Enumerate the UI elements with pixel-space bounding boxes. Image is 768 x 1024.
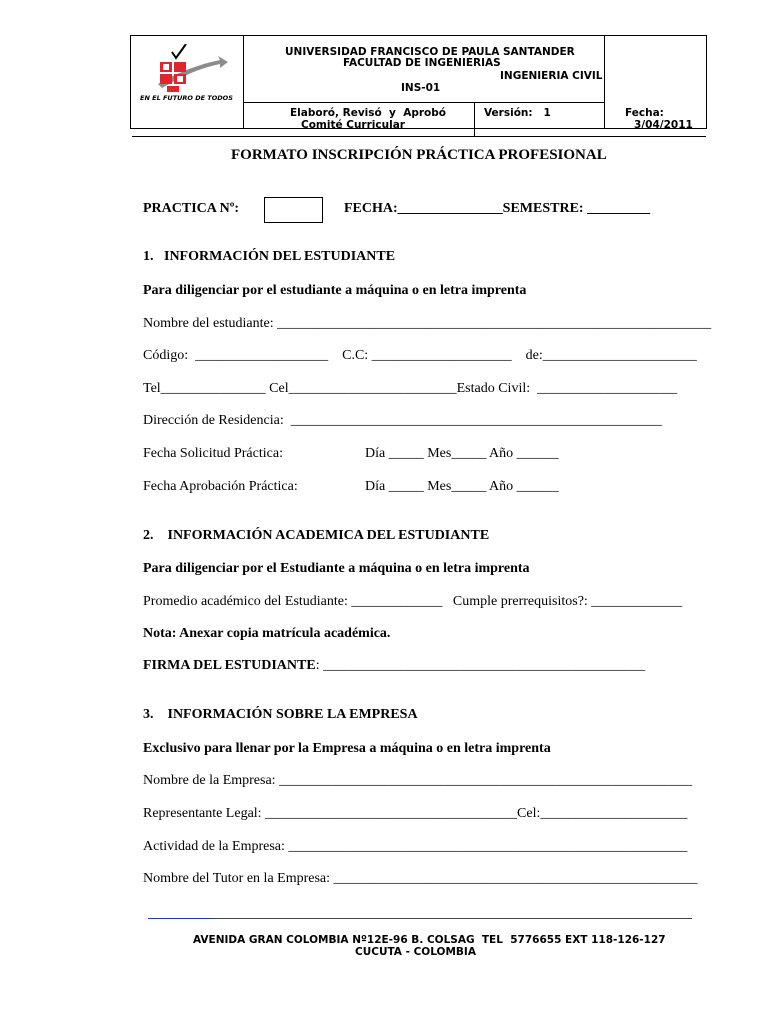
approval-date-label: Fecha Aprobación Práctica:	[143, 479, 298, 494]
section1-instruction: Para diligenciar por el estudiante a máquina o en letra imprenta	[143, 283, 527, 298]
student-phone-field[interactable]: Tel_______________ Cel________________________Estado Civil: ____________________	[143, 381, 678, 396]
section2-heading: 2. INFORMACIÓN ACADEMICA DEL ESTUDIANTE	[143, 528, 490, 543]
university-name: UNIVERSIDAD FRANCISCO DE PAULA SANTANDER	[285, 46, 575, 58]
student-signature-field[interactable]	[143, 658, 645, 674]
form-title: FORMATO INSCRIPCIÓN PRÁCTICA PROFESIONAL	[231, 147, 607, 163]
logo-caption: EN EL FUTURO DE TODOS	[140, 94, 233, 102]
company-tutor-field[interactable]: Nombre del Tutor en la Empresa: ____________________________________________________	[143, 871, 698, 886]
program-name: INGENIERIA CIVIL	[500, 70, 603, 82]
title-divider	[132, 136, 706, 137]
footer-city: CUCUTA - COLOMBIA	[355, 946, 476, 958]
date-label: Fecha:	[625, 107, 664, 119]
footer-address: AVENIDA GRAN COLOMBIA Nº12E-96 B. COLSAG TEL 5776655 EXT 118-126-127	[193, 934, 666, 946]
legal-representative-field[interactable]: Representante Legal: ____________________________________Cel:_____________________	[143, 806, 688, 821]
enrollment-note: Nota: Anexar copia matrícula académica.	[143, 626, 391, 641]
approval-line-1: Elaboró, Revisó y Aprobó	[290, 107, 446, 119]
student-name-field[interactable]: Nombre del estudiante: ______________________________________________________________	[143, 316, 712, 331]
company-name-field[interactable]: Nombre de la Empresa: ___________________________________________________________	[143, 773, 693, 788]
document-code: INS-01	[401, 82, 441, 94]
section3-heading: 3. INFORMACIÓN SOBRE LA EMPRESA	[143, 707, 418, 722]
practica-label: PRACTICA Nº:	[143, 201, 240, 216]
practica-number-box[interactable]	[264, 197, 323, 223]
approval-date-field[interactable]: Día _____ Mes_____ Año ______	[365, 479, 559, 494]
section3-instruction: Exclusivo para llenar por la Empresa a máquina o en letra imprenta	[143, 741, 551, 756]
approval-line-2: Comité Curricular	[301, 119, 405, 131]
signature-line: : ______________________________________________	[315, 658, 646, 673]
request-date-label: Fecha Solicitud Práctica:	[143, 446, 283, 461]
fecha-semestre-line[interactable]: FECHA:_______________SEMESTRE: _________	[344, 201, 651, 216]
company-activity-field[interactable]: Actividad de la Empresa: _________________________________________________________	[143, 839, 688, 854]
signature-label: FIRMA DEL ESTUDIANTE	[143, 658, 316, 673]
version-label: Versión: 1	[484, 107, 551, 119]
university-logo	[138, 44, 238, 110]
section1-heading: 1. INFORMACIÓN DEL ESTUDIANTE	[143, 249, 396, 264]
student-code-field[interactable]: Código: ___________________ C.C: ____________________ de:______________________	[143, 348, 697, 363]
section2-instruction: Para diligenciar por el Estudiante a máquina o en letra imprenta	[143, 561, 530, 576]
academic-average-field[interactable]: Promedio académico del Estudiante: _____________ Cumple prerrequisitos?: _____________	[143, 594, 683, 609]
faculty-name: FACULTAD DE INGENIERIAS	[343, 57, 501, 69]
date-value: 3/04/2011	[634, 119, 693, 131]
student-address-field[interactable]: Dirección de Residencia: _____________________________________________________	[143, 413, 662, 428]
request-date-field[interactable]: Día _____ Mes_____ Año ______	[365, 446, 559, 461]
